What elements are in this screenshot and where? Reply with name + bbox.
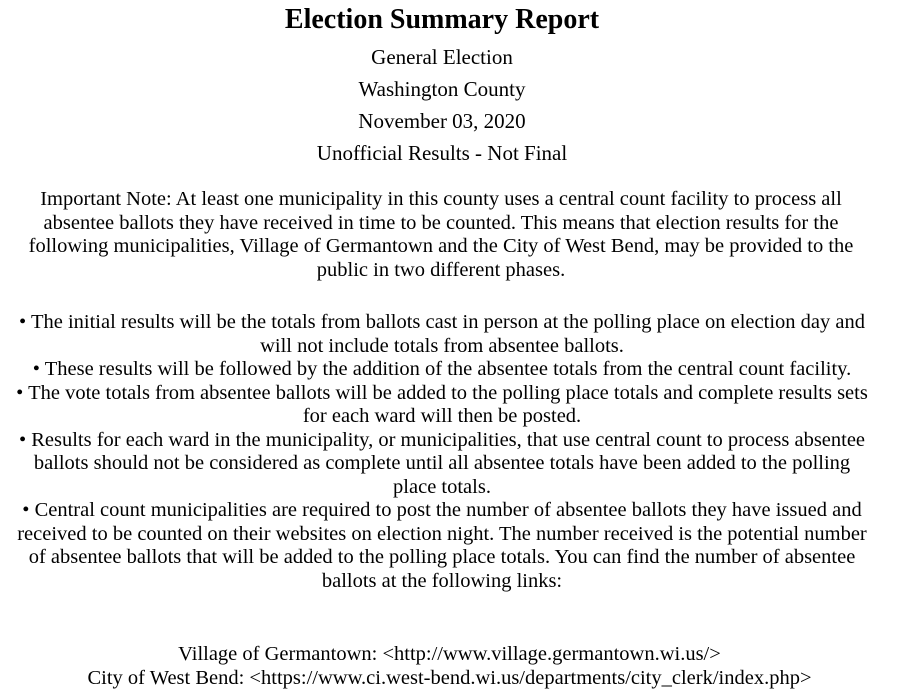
bullet-item: • These results will be followed by the addition of the absentee totals from the central count facility. bbox=[32, 358, 852, 380]
west-bend-link: City of West Bend: <https://www.ci.west-bend.wi.us/departments/city_clerk/index.php> bbox=[87, 666, 812, 689]
bullet-list bbox=[10, 311, 874, 593]
election-name: General Election bbox=[371, 45, 513, 69]
bullet-item: • Results for each ward in the municipality, or municipalities, that use central count to process absentee ballots should not be considered as complete until all absentee totals have been added to the polling place totals. bbox=[18, 428, 866, 498]
election-date: November 03, 2020 bbox=[358, 109, 526, 133]
bullet-item: • The initial results will be the totals from ballots cast in person at the polling place on election day and will not include totals from absentee ballots. bbox=[19, 311, 865, 357]
absentee-links bbox=[0, 643, 899, 690]
report-title: Election Summary Report bbox=[284, 4, 600, 35]
important-note: Important Note: At least one municipality in this county uses a central count facility to process all absentee ballots they have received in time to be counted. This means that election results for the following municipalities, Village of Germantown and the City of West Bend, may be provided to the public in two different phases. bbox=[28, 188, 854, 281]
germantown-link: Village of Germantown: <http://www.village.germantown.wi.us/> bbox=[178, 643, 721, 665]
bullet-item: • Central count municipalities are required to post the number of absentee ballots they have issued and received to be counted on their websites on election night. The number received is the potential number of absentee ballots that will be added to the polling place totals. You can find the number of absentee ballots at the following links: bbox=[17, 499, 867, 592]
county-name: Washington County bbox=[358, 77, 526, 101]
bullet-item: • The vote totals from absentee ballots will be added to the polling place totals and complete results sets for each ward will then be posted. bbox=[16, 381, 868, 427]
results-status: Unofficial Results - Not Final bbox=[316, 141, 568, 165]
